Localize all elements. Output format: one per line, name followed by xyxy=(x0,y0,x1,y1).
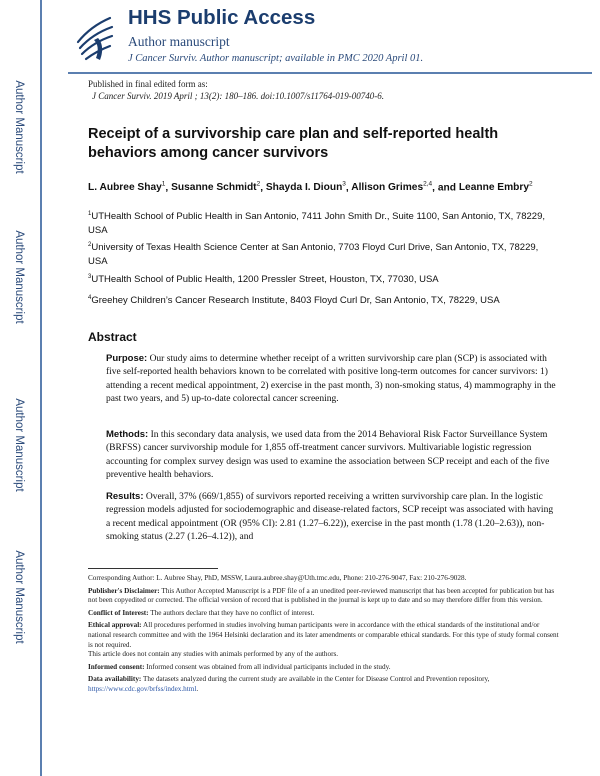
author: Susanne Schmidt$^2$ xyxy=(171,181,261,194)
side-label-text: Author Manuscript xyxy=(13,550,25,644)
affiliation: $^3$UTHealth School of Public Health, 1200 Pressler Street, Houston, TX, 77030, USA xyxy=(88,274,439,286)
author: Shayda I. Dioun$^3$ xyxy=(265,181,346,194)
journal-line xyxy=(128,53,423,64)
affiliation: $^2$University of Texas Health Science Center at San Antonio, 7703 Floyd Curl Drive, San Antonio, TX, 78229, USA xyxy=(88,242,539,268)
citation-text: J Cancer Surviv. 2019 April ; 13(2): 180–186. doi:10.1007/s11764-019-00740-6. xyxy=(92,91,384,101)
side-label-text: Author Manuscript xyxy=(13,80,25,174)
author: L. Aubree Shay$^1$ xyxy=(88,181,166,194)
cdc-link[interactable]: https://www.cdc.gov/brfss/index.html xyxy=(88,684,197,693)
purpose-text: Our study aims to determine whether receipt of a written survivorship care plan (SCP) is associated with five self-reported health behaviors known to be correlated with positive long-term outcomes for cancer survivors: 1) attending a recent medical appointment, 2) exercise in the past month, 3) non-smoking status, 4) mammography in the past two years, and 5) up-to-date colorectal cancer screening. xyxy=(106,354,556,405)
side-label xyxy=(4,532,34,662)
conflict-of-interest: Conflict of Interest: The authors declare that they have no conflict of interest. xyxy=(88,608,315,617)
footnotes xyxy=(88,574,560,698)
author: Leanne Embry$^2$ xyxy=(458,181,533,194)
publication-label: Published in final edited form as: xyxy=(88,79,208,89)
methods-label: Methods: xyxy=(106,429,149,440)
affiliation: $^1$UTHealth School of Public Health in San Antonio, 7411 John Smith Dr., Suite 1100, San Antonio, TX, 78229, USA xyxy=(88,211,545,237)
informed-consent: Informed consent: Informed consent was obtained from all individual participants included in the study. xyxy=(88,662,391,671)
footnote-rule xyxy=(88,568,218,569)
data-availability: Data availability: The datasets analyzed during the current study are available in the Center for Disease Control and Prevention repository, https://www.cdc.gov/brfss/index.html. xyxy=(88,675,490,693)
journal-line-text: J Cancer Surviv. Author manuscript; available in PMC 2020 April 01. xyxy=(128,53,424,64)
ethical-approval: Ethical approval: All procedures performed in studies involving human participants were in accordance with the ethical standards of the institutional and/or national research committee and with the 1964 Helsinki declaration and its later amendments or comparable ethical standards. For this type of study formal consent is not required. xyxy=(88,621,559,649)
publication-info xyxy=(88,78,384,102)
side-label-text: Author Manuscript xyxy=(13,230,25,324)
author-manuscript-label: Author manuscript xyxy=(128,34,230,49)
hhs-eagle-icon xyxy=(74,12,116,64)
author-conjunction: and xyxy=(437,182,456,194)
abstract-purpose xyxy=(106,352,556,407)
side-label xyxy=(4,212,34,342)
side-label xyxy=(4,62,34,192)
abstract-heading: Abstract xyxy=(88,330,137,344)
purpose-label: Purpose: xyxy=(106,353,148,364)
abstract-results xyxy=(106,490,556,545)
affiliation: $^4$Greehey Children’s Cancer Research Institute, 8403 Floyd Curl Dr, San Antonio, TX, 78229, USA xyxy=(88,295,500,307)
hhs-title: HHS Public Access xyxy=(128,6,316,29)
disclaimer: Publisher's Disclaimer: This Author Accepted Manuscript is a PDF file of a an unedited peer-reviewed manuscript that has been accepted for publication but has not been copyedited or corrected. The official version of record that is published in the journal is kept up to date and so may therefore differ from this version. xyxy=(88,586,555,605)
header-rule xyxy=(68,72,592,74)
side-label-text: Author Manuscript xyxy=(13,398,25,492)
results-label: Results: xyxy=(106,491,144,502)
side-label xyxy=(4,380,34,510)
citation xyxy=(88,90,384,102)
margin-bar xyxy=(40,0,42,776)
animals-statement: This article does not contain any studies with animals performed by any of the authors. xyxy=(88,650,339,659)
methods-text: In this secondary data analysis, we used data from the 2014 Behavioral Risk Factor Surveillance System (BRFSS) cancer survivorship module for 1,855 off-treatment cancer survivors. Multivariable logistic regression accounting for complex survey design was used to examine the association between SCP receipt and each of the five preventive health behaviors. xyxy=(106,430,550,481)
article-title: Receipt of a survivorship care plan and self-reported health behaviors among cancer survivors xyxy=(88,126,499,161)
author-list: L. Aubree Shay$^1$, Susanne Schmidt$^2$, Shayda I. Dioun$^3$, Allison Grimes$^{2,4}$, and Leanne Embry$^2$ xyxy=(88,181,533,194)
author: Allison Grimes$^{2,4}$ xyxy=(351,181,433,194)
corresponding-author: Corresponding Author: L. Aubree Shay, PhD, MSSW, Laura.aubree.shay@Uth.tmc.edu, Phone: 210-276-9047, Fax: 210-276-9028. xyxy=(88,574,467,582)
abstract-methods xyxy=(106,428,556,483)
results-text: Overall, 37% (669/1,855) of survivors reported receiving a written survivorship care plan. In the logistic regression models adjusted for sociodemographic and disease-related factors, SCP receipt was associated with having a recent medical appointment (OR (95% CI): 2.81 (1.27–6.22)), exercise in the past month (1.78 (1.20–2.63)), non-smoking status (2.27 (1.26–4.12)), and xyxy=(106,492,554,543)
